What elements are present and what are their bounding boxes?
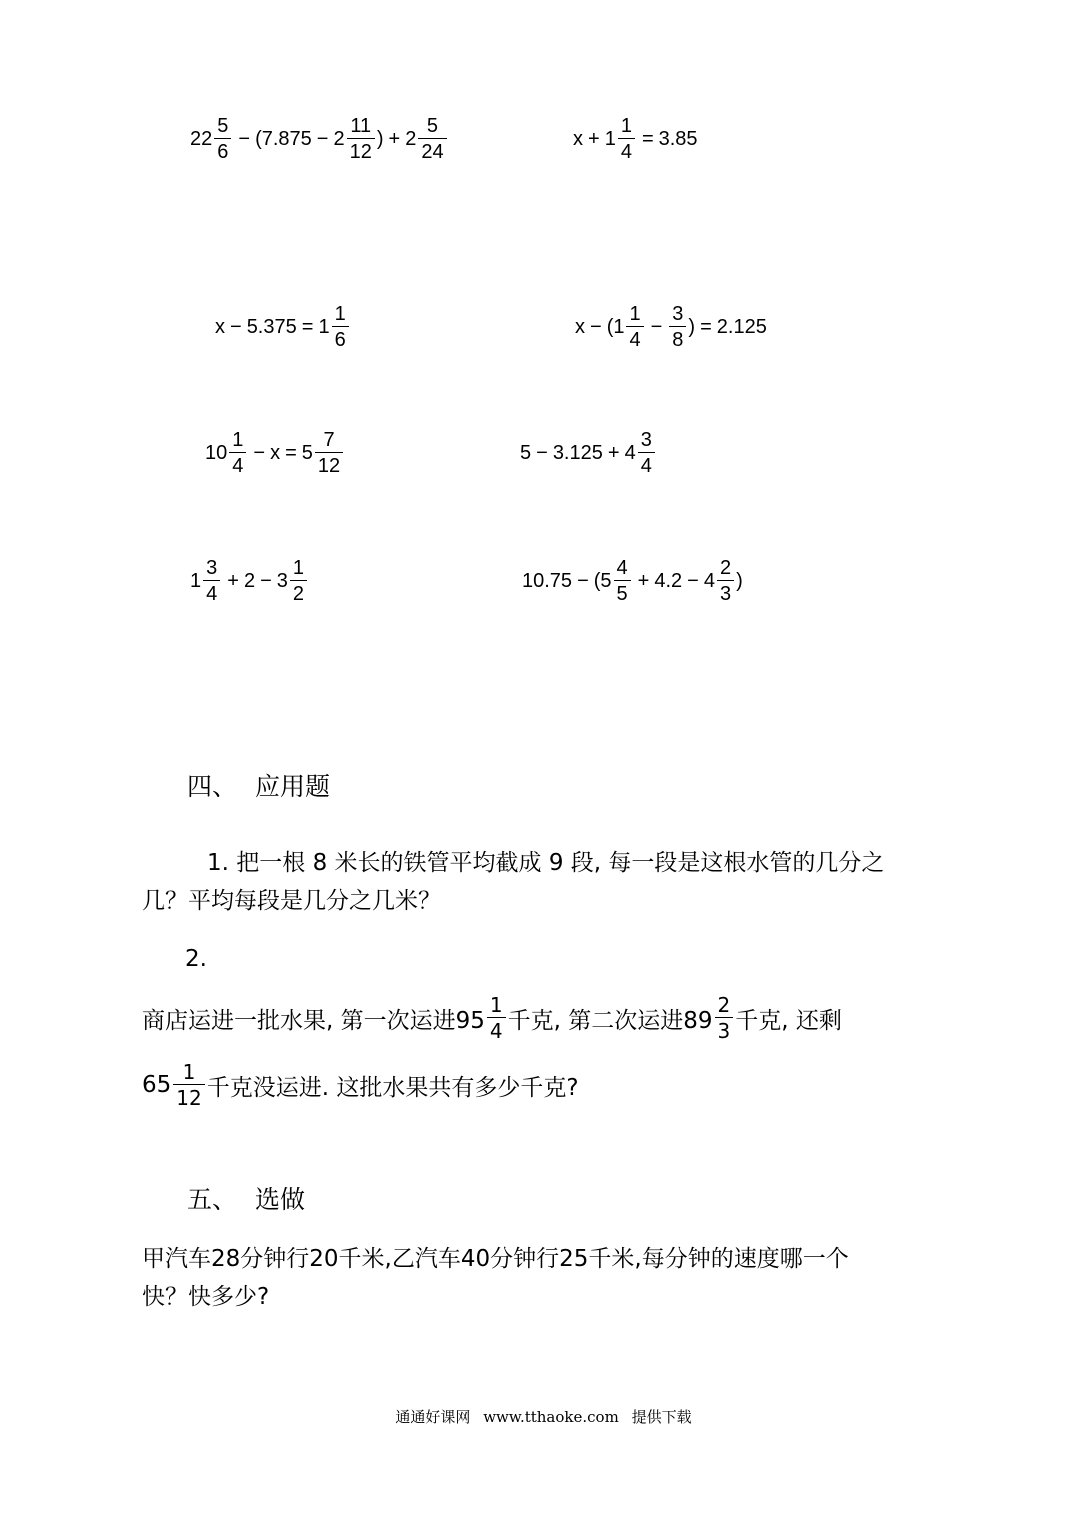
variable: x [575,315,585,338]
question-2-line-2 [142,1050,579,1120]
decimal: 4.2 [654,569,683,592]
fraction [203,558,220,604]
open-paren: (5 [593,569,612,592]
numerator: 1 [292,557,304,579]
fraction [487,995,506,1041]
section-number: 四、 [187,772,238,801]
section-title: 选做 [255,1185,306,1214]
variable: x [215,315,225,338]
variable: x [270,441,281,464]
fraction [418,116,446,162]
decimal: 3.85 [658,127,698,150]
footer-url[interactable]: www.tthaoke.com [483,1408,619,1426]
fraction [638,430,655,476]
operator: − [536,441,548,464]
operator: − [230,315,242,338]
fraction [290,558,307,604]
fraction [669,304,686,350]
fraction [214,116,231,162]
question-text: 商店运进一批水果, 第一次运进95 [142,1007,485,1034]
whole-number: 4 [703,569,715,592]
exercise-4 [575,292,767,362]
footer-site-name: 通通好课网 [395,1408,471,1426]
exercise-2 [573,104,698,174]
whole-number: 4 [624,441,636,464]
numerator: 1 [489,993,503,1017]
question-number: 2. [185,946,207,972]
numerator: 5 [426,115,439,137]
fraction [715,995,734,1041]
fraction [315,430,343,476]
whole-number: 5 [301,441,313,464]
operator: − [577,569,589,592]
section-title: 应用题 [255,772,331,801]
denominator: 8 [669,326,686,350]
whole-number: 1 [604,127,616,150]
denominator: 4 [203,580,220,604]
numerator: 4 [616,557,628,579]
section-4-heading [187,767,330,803]
fraction [717,558,734,604]
numerator: 1 [629,303,641,325]
close-paren: ) [688,315,696,338]
denominator: 3 [717,580,734,604]
decimal: 10.75 [522,569,573,592]
operator: = [285,441,297,464]
numerator: 1 [182,1060,196,1084]
exercise-1 [190,104,449,174]
numerator: 3 [206,557,218,579]
question-line: 快？快多少? [142,1284,270,1310]
denominator: 5 [614,580,631,604]
exercise-7 [190,546,309,616]
question-1 [142,844,942,920]
section-5-heading [187,1180,305,1216]
fraction [618,116,635,162]
denominator: 3 [715,1017,734,1041]
operator: − [687,569,699,592]
operator: = [301,315,314,338]
exercise-5 [205,418,345,488]
numerator: 2 [717,993,731,1017]
decimal: (7.875 [255,127,312,150]
exercise-8 [522,546,743,616]
question-line: 1. 把一根 8 米长的铁管平均截成 9 段, 每一段是这根水管的几分之 [207,850,885,876]
exercise-3 [215,292,351,362]
fraction [347,116,375,162]
denominator: 4 [229,452,246,476]
fraction [614,558,631,604]
whole-number: 5 [520,441,532,464]
fraction [229,430,246,476]
fraction [173,1062,204,1108]
question-text: 65 [142,1072,172,1098]
denominator: 6 [214,138,231,162]
fraction [332,304,349,350]
numerator: 2 [719,557,732,579]
numerator: 3 [672,303,684,325]
numerator: 7 [323,429,335,451]
denominator: 2 [290,580,307,604]
whole-number: 2 [243,569,256,592]
question-text: 千克, 第二次运进89 [507,1007,713,1034]
question-text: 千克, 还剩 [735,1007,842,1034]
operator: = [641,127,654,150]
numerator: 1 [232,429,244,451]
question-2-label [185,940,207,978]
whole-number: 10 [205,441,228,464]
exercise-6 [520,418,657,488]
numerator: 5 [217,115,229,137]
operator: + [388,127,401,150]
numerator: 1 [334,303,346,325]
question-line: 甲汽车28分钟行20千米,乙汽车40分钟行25千米,每分钟的速度哪一个 [142,1246,849,1272]
denominator: 24 [418,138,446,162]
whole-number: 2 [405,127,417,150]
numerator: 3 [640,429,652,451]
operator: − [253,441,266,464]
close-paren: ) [376,127,384,150]
operator: = [700,315,712,338]
operator: − [238,127,251,150]
page-footer [0,1406,1087,1427]
whole-number: 2 [333,127,345,150]
numerator: 11 [350,115,372,137]
question-2-line-1 [142,983,842,1053]
close-paren: ) [736,569,743,592]
numerator: 1 [620,115,632,137]
fraction [626,304,643,350]
denominator: 4 [618,138,635,162]
operator: + [607,441,620,464]
operator: + [637,569,650,592]
denominator: 4 [626,326,643,350]
section-number: 五、 [187,1185,238,1214]
denominator: 12 [173,1084,204,1108]
operator: − [650,315,663,338]
whole-number: 1 [190,569,202,592]
denominator: 4 [487,1017,506,1041]
question-3 [142,1240,942,1316]
decimal: 2.125 [716,315,767,338]
whole-number: 22 [190,127,213,150]
whole-number: 1 [318,315,330,338]
question-text: 千克没运进. 这批水果共有多少千克? [206,1074,579,1101]
variable: x [573,127,583,150]
question-line: 几？平均每段是几分之几米？ [142,888,441,914]
open-paren: (1 [606,315,625,338]
operator: − [260,569,272,592]
denominator: 12 [315,452,343,476]
footer-note: 提供下载 [631,1408,692,1426]
decimal: 3.125 [552,441,603,464]
denominator: 6 [332,326,349,350]
operator: + [588,127,600,150]
operator: − [316,127,329,150]
operator: + [227,569,239,592]
denominator: 12 [347,138,375,162]
denominator: 4 [638,452,655,476]
whole-number: 3 [276,569,288,592]
decimal: 5.375 [246,315,297,338]
operator: − [590,315,602,338]
